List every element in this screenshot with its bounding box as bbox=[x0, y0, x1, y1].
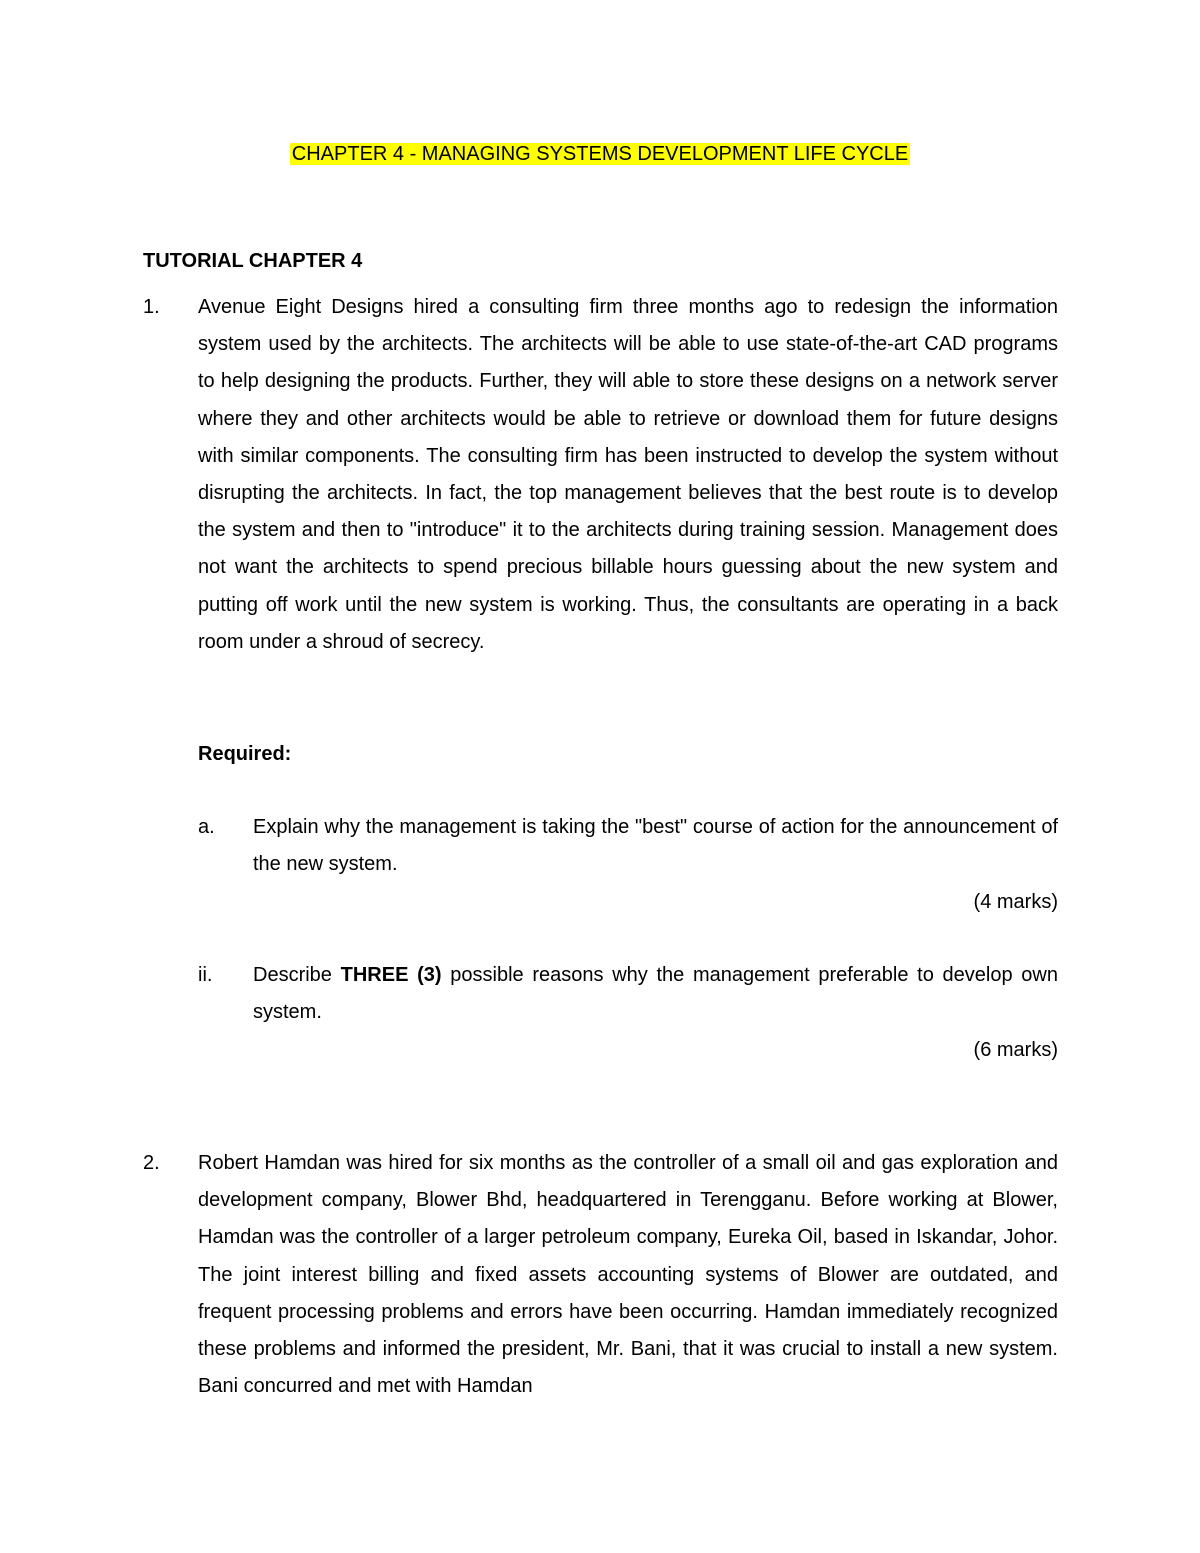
part-a-text: Explain why the management is taking the "best" course of action for the announcement of the new system. bbox=[253, 816, 1058, 876]
part-ii-text-before: Describe bbox=[253, 964, 341, 986]
required-label: Required: bbox=[198, 743, 292, 765]
question-1-text: Avenue Eight Designs hired a consulting firm three months ago to redesign the information system used by the architects. The architects will be able to use state-of-the-art CAD programs to help designing the products. Further, they will able to store these designs on a network server where they and other architects would be able to retrieve or download them for future designs with similar components. The consulting firm has been instructed to develop the system without disrupting the architects. In fact, the top management believes that the best route is to develop the system and then to "introduce" it to the architects during training session. Management does not want the architects to spend precious billable hours guessing about the new system and putting off work until the new system is working. Thus, the consultants are operating in a back room under a shroud of secrecy. bbox=[198, 296, 1058, 653]
title-container bbox=[0, 141, 1200, 167]
part-ii-marks: (6 marks) bbox=[973, 1039, 1058, 1061]
question-2-number: 2. bbox=[143, 1152, 160, 1174]
question-1-number: 1. bbox=[143, 296, 160, 318]
part-ii-text-bold: THREE (3) bbox=[340, 964, 442, 986]
part-ii-label: ii. bbox=[198, 964, 213, 986]
part-a-label: a. bbox=[198, 816, 215, 838]
tutorial-heading: TUTORIAL CHAPTER 4 bbox=[143, 250, 363, 272]
part-ii-text bbox=[253, 957, 1058, 1031]
question-2-text: Robert Hamdan was hired for six months as the controller of a small oil and gas exploration and development company, Blower Bhd, headquartered in Terengganu. Before working at Blower, Hamdan was the controller of a larger petroleum company, Eureka Oil, based in Iskandar, Johor. The joint interest billing and fixed assets accounting systems of Blower are outdated, and frequent processing problems and errors have been occurring. Hamdan immediately recognized these problems and informed the president, Mr. Bani, that it was crucial to install a new system. Bani concurred and met with Hamdan bbox=[198, 1152, 1058, 1398]
part-a-marks: (4 marks) bbox=[973, 891, 1058, 913]
chapter-title: CHAPTER 4 - MANAGING SYSTEMS DEVELOPMENT LIFE CYCLE bbox=[291, 143, 909, 165]
part-ii-text-after: possible reasons why the management preferable to develop own system. bbox=[253, 964, 1058, 1024]
